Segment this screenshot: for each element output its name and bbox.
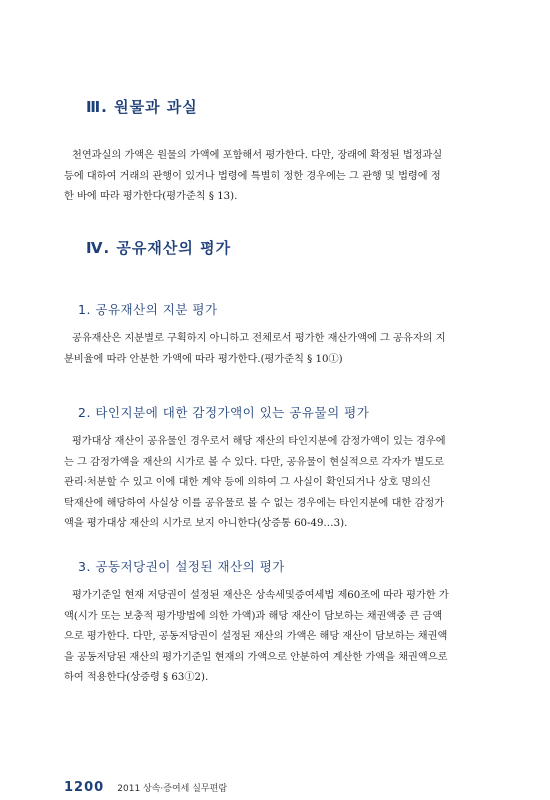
subsection-heading-3: 3. 공동저당권이 설정된 재산의 평가: [78, 559, 285, 574]
paragraph-fruits: [64, 146, 492, 208]
page-number: 1200: [64, 780, 105, 795]
paragraph-mortgage: [64, 586, 492, 689]
paragraph-line: 평가기준일 현재 저당권이 설정된 재산은 상속세및증여세법 제60조에 따라 평가한 가: [72, 590, 449, 601]
paragraph-line: 액을 평가대상 재산의 시가로 보지 아니한다(상증통 60-49…3).: [64, 518, 348, 529]
paragraph-line: 평가대상 재산이 공유물인 경우로서 해당 재산의 타인지분에 감정가액이 있는 경우에: [72, 436, 446, 447]
paragraph-line: 하여 적용한다(상증령 § 63①2).: [64, 672, 209, 683]
paragraph-share-valuation: [64, 329, 492, 370]
paragraph-line: 등에 대하여 거래의 관행이 있거나 법령에 특별히 정한 경우에는 그 관행 및 법령에 정: [64, 170, 441, 182]
paragraph-line: 액(시가 또는 보충적 평가방법에 의한 가액)과 해당 재산이 담보하는 채권액중 큰 금액: [64, 610, 443, 622]
paragraph-line: 분비율에 따라 안분한 가액에 따라 평가한다.(평가준칙 § 10①): [64, 353, 343, 365]
paragraph-line: 는 그 감정가액을 재산의 시가로 볼 수 있다. 다만, 공유물이 현실적으로 각자가 별도로: [64, 456, 444, 468]
paragraph-line: 관리·처분할 수 있고 이에 대한 계약 등에 의하여 그 사실이 확인되거나 상호 명의신: [64, 477, 431, 488]
subsection-heading-2: 2. 타인지분에 대한 감정가액이 있는 공유물의 평가: [78, 405, 370, 420]
paragraph-line: 한 바에 따라 평가한다(평가준칙 § 13).: [64, 191, 238, 202]
paragraph-line: 탁재산에 해당하여 사실상 이를 공유물로 볼 수 없는 경우에는 타인지분에 대한 감정가: [64, 497, 445, 509]
book-title: 2011 상속·증여세 실무편람: [117, 784, 228, 794]
section-heading-iii: Ⅲ. 원물과 과실: [86, 98, 198, 116]
paragraph-line: 공유재산은 지분별로 구획하지 아니하고 전체로서 평가한 재산가액에 그 공유자의 지: [72, 333, 446, 344]
section-heading-iv: Ⅳ. 공유재산의 평가: [86, 239, 232, 257]
page-footer: [64, 776, 227, 795]
paragraph-line: 천연과실의 가액은 원물의 가액에 포함해서 평가한다. 다만, 장래에 확정된 법정과실: [72, 150, 443, 161]
paragraph-line: 을 공동저당된 재산의 평가기준일 현재의 가액으로 안분하여 계산한 가액을 채권액으로: [64, 651, 448, 663]
paragraph-appraisal: [64, 432, 492, 535]
paragraph-line: 으로 평가한다. 다만, 공동저당권이 설정된 재산의 가액은 해당 재산이 담보하는 채권액: [64, 631, 448, 642]
subsection-heading-1: 1. 공유재산의 지분 평가: [78, 302, 218, 317]
